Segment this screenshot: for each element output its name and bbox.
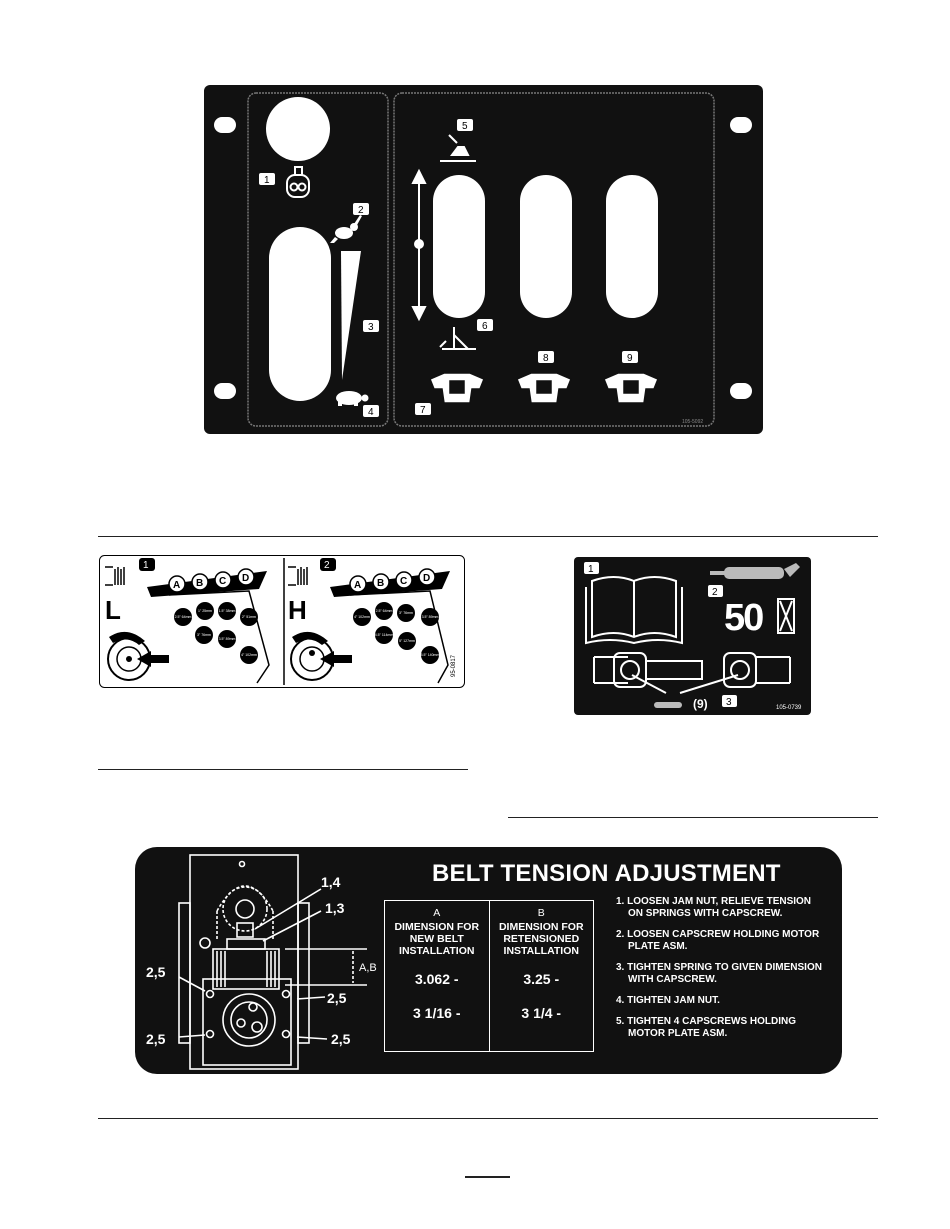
mount-slot (214, 383, 236, 399)
mount-slot (730, 117, 752, 133)
throttle-slot (269, 227, 331, 401)
svg-text:1" 25mm: 1" 25mm (198, 609, 212, 613)
choke-knob-hole (266, 97, 330, 161)
svg-text:A: A (173, 580, 181, 591)
svg-text:3: 3 (368, 322, 374, 333)
svg-text:2,5: 2,5 (146, 1031, 166, 1047)
lift-lever-slot-3 (606, 175, 658, 318)
belt-tension-decal (135, 847, 842, 1074)
svg-text:4" 102mm: 4" 102mm (354, 615, 370, 619)
control-panel-decal (204, 85, 763, 434)
dimension-table (384, 900, 594, 1052)
divider-rule (508, 817, 878, 818)
svg-text:3: 3 (726, 697, 732, 708)
step: 4. TIGHTEN JAM NUT. (616, 995, 720, 1006)
svg-text:9: 9 (627, 353, 633, 364)
svg-text:D: D (423, 573, 431, 584)
svg-text:1,4: 1,4 (321, 874, 341, 890)
svg-text:1.5" 38mm: 1.5" 38mm (218, 609, 236, 613)
service-interval: 50 (724, 597, 763, 639)
step: 2. LOOSEN CAPSCREW HOLDING MOTOR PLATE ASM. (616, 929, 820, 952)
svg-text:2" 51mm: 2" 51mm (242, 615, 256, 619)
height-of-cut-decal (99, 555, 465, 688)
mount-slot (730, 383, 752, 399)
svg-text:7: 7 (420, 405, 426, 416)
svg-text:5" 127mm: 5" 127mm (399, 639, 415, 643)
step: 3. TIGHTEN SPRING TO GIVEN DIMENSION WITH CAPSCREW. (616, 962, 822, 985)
column-b: B DIMENSION FOR RETENSIONED INSTALLATION 3.25 - 3 1/4 - (489, 901, 594, 1051)
svg-text:1,3: 1,3 (325, 900, 345, 916)
svg-text:2: 2 (712, 587, 718, 598)
svg-text:4: 4 (368, 407, 374, 418)
svg-text:A,B: A,B (359, 962, 377, 974)
svg-text:2.5" 64mm: 2.5" 64mm (174, 615, 192, 619)
belt-title: BELT TENSION ADJUSTMENT (432, 860, 781, 887)
lift-lever-slot-1 (433, 175, 485, 318)
svg-text:3" 76mm: 3" 76mm (399, 611, 413, 615)
page-number-line (465, 1176, 510, 1178)
svg-text:4.5" 114mm: 4.5" 114mm (374, 633, 394, 637)
svg-text:2: 2 (324, 560, 330, 571)
part-number: 95-0817 (451, 654, 457, 677)
svg-text:A: A (354, 580, 362, 591)
divider-rule (98, 769, 468, 770)
svg-text:1: 1 (143, 560, 149, 571)
svg-text:6: 6 (482, 321, 488, 332)
svg-text:8: 8 (543, 353, 549, 364)
svg-text:1: 1 (588, 564, 594, 575)
svg-text:2,5: 2,5 (327, 990, 347, 1006)
range-letter: L (105, 595, 121, 625)
mount-slot (214, 117, 236, 133)
step: 5. TIGHTEN 4 CAPSCREWS HOLDING MOTOR PLATE ASM. (616, 1016, 797, 1039)
motor-plate-diagram (135, 847, 395, 1074)
svg-text:5.5" 140mm: 5.5" 140mm (420, 653, 440, 657)
divider-rule (98, 536, 878, 537)
lift-lever-slot-2 (520, 175, 572, 318)
lubrication-decal (574, 557, 811, 715)
instruction-steps (616, 896, 826, 1049)
svg-text:(9): (9) (693, 697, 708, 711)
svg-text:B: B (377, 578, 385, 589)
svg-text:3.5" 89mm: 3.5" 89mm (218, 637, 236, 641)
grease-fitting-icon (654, 702, 682, 708)
svg-text:2: 2 (358, 205, 364, 216)
cutting-unit-icon (430, 373, 658, 403)
svg-text:C: C (400, 576, 408, 587)
divider-rule (98, 1118, 878, 1119)
svg-text:4" 102mm: 4" 102mm (241, 653, 257, 657)
svg-text:2,5: 2,5 (146, 964, 166, 980)
svg-text:2,5: 2,5 (331, 1031, 351, 1047)
svg-text:2.5" 64mm: 2.5" 64mm (375, 609, 393, 613)
svg-text:B: B (196, 578, 204, 589)
column-a: A DIMENSION FOR NEW BELT INSTALLATION 3.062 - 3 1/16 - (394, 907, 480, 1021)
svg-text:5: 5 (462, 121, 468, 132)
svg-text:3.5" 89mm: 3.5" 89mm (421, 615, 439, 619)
svg-text:1: 1 (264, 175, 270, 186)
svg-text:3" 76mm: 3" 76mm (197, 633, 211, 637)
part-number: 105-5092 (682, 419, 704, 425)
step: 1. LOOSEN JAM NUT, RELIEVE TENSION ON SPRINGS WITH CAPSCREW. (616, 896, 812, 919)
part-number: 105-0739 (776, 705, 802, 711)
range-letter: H (288, 595, 307, 625)
svg-text:C: C (219, 576, 227, 587)
svg-text:D: D (242, 573, 250, 584)
